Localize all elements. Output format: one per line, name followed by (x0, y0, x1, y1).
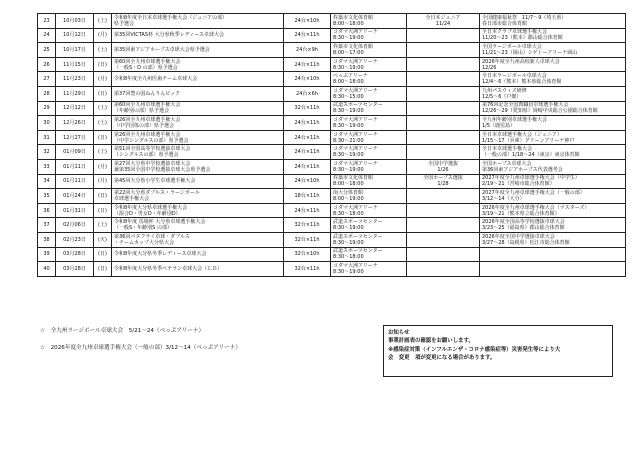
row-weekday: (日) (94, 86, 112, 101)
event-name-line: 令和8年度全九州医歯チーム卓球大会 (114, 76, 198, 83)
event-name (112, 159, 284, 174)
venue-line: 8:30～19:00 (333, 152, 364, 159)
upper-event-line: 12/26～29（愛知県）岡崎中央総合公園総合体育館 (482, 108, 598, 115)
row-date: 03月28日 (56, 247, 94, 262)
event-name (112, 232, 284, 247)
upper-event-line: 12/4～6（熊本）熊本県総合体育館 (482, 79, 562, 86)
venue-line: 8:30～15:00 (333, 93, 364, 100)
table-row (38, 174, 626, 189)
venue (331, 145, 407, 160)
upper-event-line: 1/5（鹿児島） (482, 122, 516, 129)
qualifier (407, 262, 480, 277)
upper-event (480, 262, 626, 277)
footnote: ☆ 全九州ラージボール卓球大会 5/21～24（べっぷアリーナ） (40, 328, 205, 334)
upper-event-line: 全日本卓球選手権大会（ジュニア） (482, 131, 562, 138)
table-row (38, 57, 626, 72)
table-count: 24台×11h (284, 28, 331, 43)
table-row (38, 116, 626, 131)
event-name-line: 第26回全九州卓球選手権大会 (114, 116, 181, 123)
event-name (112, 101, 284, 116)
venue-line: コダマ大洲アリーナ (333, 29, 378, 36)
upper-event-line: 2027年度全九州卓球選手権大会（中学生） (482, 175, 580, 182)
venue-line: 杵築市文化体育館 (333, 43, 374, 50)
event-name-line: （一般S・年齢別S の部） (114, 225, 172, 232)
row-number: 25 (38, 43, 56, 58)
upper-event (480, 247, 626, 262)
venue-line: コダマ大洲アリーナ (333, 87, 378, 94)
venue (331, 57, 407, 72)
qualifier-line: 全日本ジュニア (425, 14, 461, 21)
event-name-line: 第60回全九州卓球選手権大会 (114, 58, 181, 65)
upper-event-line: 第36回東アジアホープス代表選考会 (482, 166, 563, 173)
upper-event-line: 2027年度全九州卓球選手権大会（一般の部） (482, 189, 585, 196)
venue-line: 杵築市文化体育館 (333, 14, 374, 21)
qualifier (407, 57, 480, 72)
table-count: 18台×11h (284, 189, 331, 204)
row-weekday: (月) (94, 159, 112, 174)
table-row (38, 130, 626, 145)
upper-event-line: 12/5～6（戸畑） (482, 93, 522, 100)
event-name (112, 28, 284, 43)
upper-event (480, 174, 626, 189)
event-name (112, 130, 284, 145)
row-number: 33 (38, 159, 56, 174)
row-date: 12月27日 (56, 130, 94, 145)
upper-event (480, 86, 626, 101)
upper-event-line: 全日本クラブ卓球選手権大会 (482, 29, 548, 36)
venue (331, 262, 407, 277)
upper-event-line: 全日本卓球選手権大会 (482, 146, 533, 153)
row-date: 11月23日 (56, 72, 94, 87)
table-row (38, 218, 626, 233)
venue-line: 武道スポーツセンター (333, 219, 383, 226)
upper-event (480, 130, 626, 145)
event-name (112, 247, 284, 262)
upper-event (480, 145, 626, 160)
table-count: 32台×11h (284, 218, 331, 233)
upper-event (480, 28, 626, 43)
row-date: 01月09日 (56, 145, 94, 160)
venue-line: 8:30～21:00 (333, 137, 364, 144)
venue-line: 8:30～19:00 (333, 225, 364, 232)
row-weekday: (月) (94, 174, 112, 189)
row-number: 27 (38, 72, 56, 87)
row-weekday: (月) (94, 28, 112, 43)
event-name (112, 174, 284, 189)
upper-event-line: 第76回記念全国教職員卓球選手権大会 (482, 102, 569, 109)
venue (331, 174, 407, 189)
event-name-line: （中学シングルスの部）県予選会 (114, 137, 189, 144)
event-name-line: 第35回東アジアホープス卓球大会県予選会 (114, 46, 210, 53)
row-date: 01月11日 (56, 174, 94, 189)
row-weekday: (日) (94, 57, 112, 72)
event-name-line: ・チームカップ大分県大会 (114, 239, 174, 246)
row-weekday: (月) (94, 72, 112, 87)
venue (331, 14, 407, 29)
row-date: 12月12日 (56, 101, 94, 116)
upper-event-line: 全日本ラージボール卓球大会 (482, 73, 547, 80)
venue-line: コダマ大洲アリーナ (333, 58, 378, 65)
row-number: 35 (38, 189, 56, 204)
qualifier (407, 189, 480, 204)
qualifier (407, 14, 480, 29)
upper-event-line: 3/27～28（島根県）松江市総合体育館 (482, 239, 570, 246)
schedule-table (37, 13, 626, 277)
row-number: 26 (38, 57, 56, 72)
upper-event-line: 3/12～14（大分） (482, 195, 525, 202)
venue-line: 8:30～19:00 (333, 108, 364, 115)
venue-line: 8:00～18:00 (333, 79, 364, 86)
table-count: 24台×11h (284, 130, 331, 145)
upper-event-line: 春日部市総合体育館 (482, 20, 528, 27)
row-number: 37 (38, 218, 56, 233)
event-name-line: （混合D・男女D・年齢別D） (114, 210, 181, 217)
venue-line: 武道スポーツセンター (333, 102, 383, 109)
footnotes (40, 327, 370, 361)
upper-event (480, 159, 626, 174)
upper-event-line: 3/23～25（福島県）郡山総合体育館 (482, 225, 565, 232)
event-name (112, 218, 284, 233)
table-row (38, 72, 626, 87)
venue-line: 8:00～18:00 (333, 20, 364, 27)
venue-line: べっぷアリーナ (333, 73, 368, 80)
table-count: 24台×11h (284, 116, 331, 131)
venue-line: 8:30～19:00 (333, 122, 364, 129)
upper-event-line: 全国健康福祉祭 11/7～9（埼玉県） (482, 14, 567, 21)
venue-line: コダマ大洲アリーナ (333, 131, 378, 138)
row-number: 40 (38, 262, 56, 277)
venue (331, 101, 407, 116)
row-weekday: (土) (94, 218, 112, 233)
venue (331, 86, 407, 101)
table-count: 24台×11h (284, 145, 331, 160)
venue-line: 武道スポーツセンター (333, 248, 383, 255)
event-name-line: 第27回大分県中学校選抜卓球大会 (114, 160, 191, 167)
table-row (38, 232, 626, 247)
notice-line: ※感染症対策（インフルエンザ・コロナ感染症等）災害発生等により大 (388, 346, 561, 353)
row-date: 02月06日 (56, 218, 94, 233)
venue (331, 232, 407, 247)
event-name-line: 第37回豊の国ねんりんピック (114, 90, 181, 97)
event-name-line: （一般S・D の部）県予選会 (114, 64, 178, 71)
event-name-line: 第36回パタフライ卓球・ダブルス (114, 233, 190, 240)
event-name (112, 203, 284, 218)
table-count: 32台×11h (284, 232, 331, 247)
qualifier (407, 86, 480, 101)
row-weekday: (日) (94, 130, 112, 145)
event-name (112, 86, 284, 101)
footnote: ☆ 2026年度全九州卓球選手権大会（一般の部）3/12～14（べっぷアリーナ） (40, 345, 241, 351)
event-name-line: 第26回全九州卓球選手権大会 (114, 131, 181, 138)
row-date: 10月12日 (56, 28, 94, 43)
venue-line: コダマ大洲アリーナ (333, 262, 378, 269)
venue-line: コダマ大洲アリーナ (333, 204, 378, 211)
table-count: 32台×11h (284, 262, 331, 277)
venue-line: 8:30～19:00 (333, 268, 364, 275)
row-number: 36 (38, 203, 56, 218)
venue-line: 武道スポーツセンター (333, 233, 383, 240)
event-name-line: 県予選会 (114, 20, 135, 27)
row-weekday: (土) (94, 145, 112, 160)
table-count: 24台×6h (284, 86, 331, 101)
venue (331, 247, 407, 262)
upper-event (480, 116, 626, 131)
row-date: 01月24日 (56, 189, 94, 204)
table-row (38, 101, 626, 116)
table-row (38, 145, 626, 160)
qualifier (407, 101, 480, 116)
venue-line: コダマ大洲アリーナ (333, 116, 378, 123)
qualifier (407, 72, 480, 87)
row-weekday: (土) (94, 14, 112, 29)
notice-line: 事業計画表の確認をお願いします。 (388, 338, 474, 345)
qualifier (407, 159, 480, 174)
upper-event (480, 57, 626, 72)
event-name-line: 令和8年度大分県冬季ベテラン卓球大会（ＬＢ） (114, 265, 223, 272)
upper-event-line: （一般の部）1/18～24（東京）東京体育館 (482, 152, 580, 159)
row-date: 11月29日 (56, 86, 94, 101)
table-row (38, 43, 626, 58)
row-number: 23 (38, 14, 56, 29)
row-number: 38 (38, 232, 56, 247)
event-name (112, 14, 284, 29)
qualifier (407, 130, 480, 145)
venue-line: 8:00～18:00 (333, 181, 364, 188)
table-count: 24台×10h (284, 14, 331, 29)
table-row (38, 189, 626, 204)
row-date: 01月11日 (56, 159, 94, 174)
venue (331, 203, 407, 218)
venue-line: 8:00～19:00 (333, 195, 364, 202)
notice-line: 会 変更 項が変更になる場合があります。 (388, 355, 496, 362)
row-weekday: (日) (94, 203, 112, 218)
event-name-line: 第60回全九州卓球選手権大会 (114, 102, 181, 109)
venue (331, 218, 407, 233)
venue-line: 南大分体育館 (333, 189, 364, 196)
upper-event (480, 232, 626, 247)
qualifier-line: 1/26 (437, 166, 449, 173)
upper-event-line: 2/19～21（宮崎市総合体育館） (482, 181, 555, 188)
table-count: 24台×11h (284, 57, 331, 72)
table-row (38, 28, 626, 43)
event-name-line: 第35回VICTAS杯 大分県秋季レディース卓球大会 (114, 32, 224, 39)
upper-event-line: 1/15～17（兵庫）グリーンアリーナ神戸 (482, 137, 575, 144)
upper-event-line: 2026年度全九州卓球選手権大会（マスターズ） (482, 204, 590, 211)
row-date: 03月28日 (56, 262, 94, 277)
row-date: 10月03日 (56, 14, 94, 29)
notice-box (383, 325, 613, 377)
row-date: 10月17日 (56, 43, 94, 58)
table-count: 24台×11h (284, 159, 331, 174)
event-name-line: 第22回大分県ダブルス・ラージボール (114, 189, 200, 196)
qualifier (407, 247, 480, 262)
upper-event (480, 14, 626, 29)
upper-event (480, 203, 626, 218)
table-row (38, 86, 626, 101)
table-row (38, 14, 626, 29)
upper-event (480, 43, 626, 58)
event-name-line: 兼第35回全国中学校選抜卓球大会県予選会 (114, 166, 211, 173)
venue (331, 116, 407, 131)
event-name (112, 116, 284, 131)
row-weekday: (日) (94, 247, 112, 262)
event-name-line: （シングルスの部）県予選会 (114, 152, 179, 159)
event-name-line: 第51回全国高等学校選抜卓球大会 (114, 146, 191, 153)
row-date: 11月15日 (56, 57, 94, 72)
upper-event-line: 全国ラージボール卓球大会 (482, 43, 542, 50)
venue (331, 189, 407, 204)
qualifier (407, 218, 480, 233)
upper-event-line: 全国ホープス卓球大会 (482, 160, 532, 167)
upper-event (480, 218, 626, 233)
upper-event-line: 11/21～23（岡山）シゲトーアリーナ岡山 (482, 49, 578, 56)
row-number: 39 (38, 247, 56, 262)
venue (331, 159, 407, 174)
upper-event-line: 2026年度全九州高校新人卓球大会 (482, 58, 560, 65)
table-count: 24台×10h (284, 174, 331, 189)
upper-event-line: 12/26 (482, 64, 497, 71)
event-name-line: 令和8年度 馬場杯 大分県卓球選手権大会 (114, 219, 206, 226)
row-weekday: (日) (94, 189, 112, 204)
event-name (112, 43, 284, 58)
row-date: 12月26日 (56, 116, 94, 131)
row-number: 24 (38, 28, 56, 43)
table-row (38, 247, 626, 262)
event-name (112, 145, 284, 160)
qualifier-line: 全国ホープス選抜 (423, 175, 463, 182)
notice-title: お知らせ (388, 330, 410, 336)
table-count: 24台×9h (284, 43, 331, 58)
row-number: 32 (38, 145, 56, 160)
table-count: 24台×11h (284, 203, 331, 218)
qualifier-line: 1/28 (437, 181, 449, 188)
event-name-line: （年齢別の部）県予選会 (114, 108, 170, 115)
row-number: 30 (38, 116, 56, 131)
row-number: 29 (38, 101, 56, 116)
table-row (38, 203, 626, 218)
qualifier (407, 116, 480, 131)
event-name-line: 令和8年度全日本卓球選手権大会（ジュニアの部） (114, 14, 228, 21)
venue (331, 72, 407, 87)
qualifier (407, 203, 480, 218)
row-date: 01月31日 (56, 203, 94, 218)
venue (331, 43, 407, 58)
venue-line: 8:30～19:00 (333, 239, 364, 246)
event-name (112, 189, 284, 204)
qualifier (407, 43, 480, 58)
row-weekday: (土) (94, 101, 112, 116)
upper-event-line: 2026年度全国高等学校選抜卓球大会 (482, 219, 565, 226)
table-row (38, 262, 626, 277)
upper-event (480, 72, 626, 87)
venue (331, 130, 407, 145)
upper-event-line: 11/20～23（熊本）都山総合体育館 (482, 35, 563, 42)
venue-line: 8:30～18:00 (333, 210, 364, 217)
event-name (112, 57, 284, 72)
upper-event-line: 九州パスウィズ研修 (482, 87, 527, 94)
venue (331, 28, 407, 43)
venue-line: 8:30～19:00 (333, 64, 364, 71)
row-weekday: (日) (94, 262, 112, 277)
table-row (38, 159, 626, 174)
venue-line: コダマ大洲アリーナ (333, 160, 378, 167)
row-number: 31 (38, 130, 56, 145)
qualifier (407, 28, 480, 43)
venue-line: 8:30～19:00 (333, 166, 364, 173)
venue-line: コダマ大洲アリーナ (333, 146, 378, 153)
qualifier (407, 174, 480, 189)
event-name-line: 令和8年度大分県卓球選手権大会 (114, 204, 188, 211)
row-weekday: (土) (94, 43, 112, 58)
qualifier (407, 232, 480, 247)
row-weekday: (火) (94, 232, 112, 247)
venue-line: 杵築市文化体育館 (333, 175, 374, 182)
venue-line: 8:00～17:00 (333, 49, 364, 56)
table-count: 24台×10h (284, 72, 331, 87)
table-count: 32台×11h (284, 101, 331, 116)
table-count: 32台×10h (284, 247, 331, 262)
qualifier-line: 11/24 (435, 20, 451, 27)
event-name-line: 令和8年度大分県冬季レディース卓球大会 (114, 251, 207, 258)
upper-event-line: 2026年度全国中学選抜卓球大会 (482, 233, 555, 240)
row-date: 02月23日 (56, 232, 94, 247)
event-name (112, 72, 284, 87)
upper-event-line: 3/19～21（熊本県立総合体育館） (482, 210, 560, 217)
venue-line: 8:30～19:00 (333, 35, 364, 42)
venue-line: 8:30～18:00 (333, 254, 364, 261)
row-weekday: (土) (94, 116, 112, 131)
event-name-line: （中学団体の部）県予選会 (114, 122, 175, 129)
upper-event-line: 全九州年齢別卓球選手権大会 (482, 116, 548, 123)
row-number: 34 (38, 174, 56, 189)
event-name-line: 第45回大分県小学生卓球選手権大会 (114, 178, 196, 185)
event-name-line: 卓球選手権大会 (114, 195, 150, 202)
upper-event (480, 189, 626, 204)
upper-event (480, 101, 626, 116)
qualifier (407, 145, 480, 160)
event-name (112, 262, 284, 277)
row-number: 28 (38, 86, 56, 101)
qualifier-line: 全国中学選抜 (427, 160, 458, 167)
